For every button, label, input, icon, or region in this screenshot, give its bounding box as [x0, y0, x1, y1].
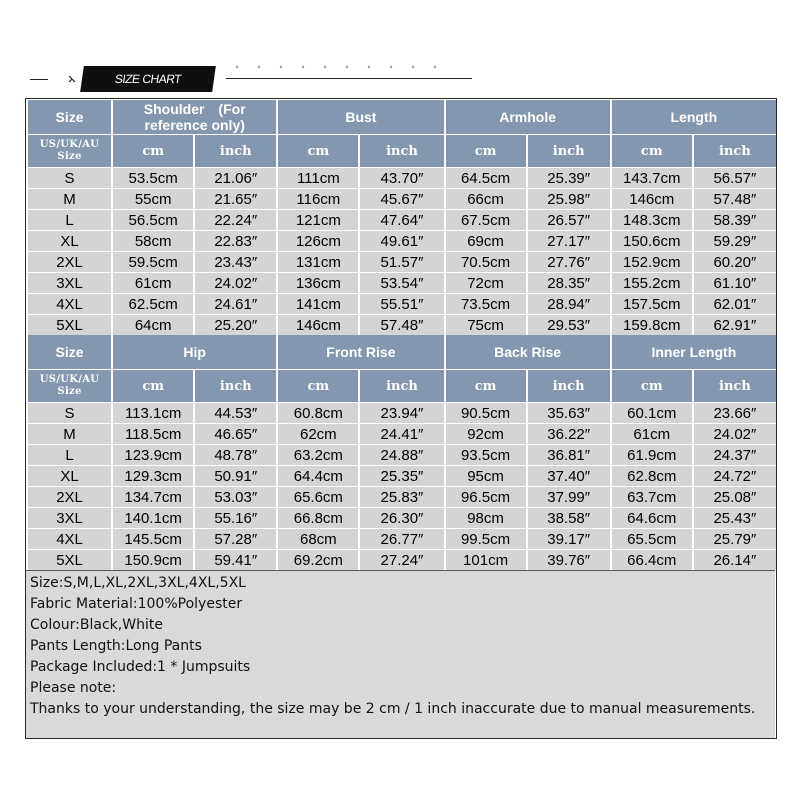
measure-cell: 44.53″ [195, 403, 276, 423]
measure-cell: 136cm [278, 273, 358, 293]
measure-cell: 25.83″ [360, 487, 443, 507]
measure-cell: 92cm [446, 424, 526, 444]
measure-cell: 45.67″ [360, 189, 443, 209]
measure-header [612, 335, 776, 369]
header-line: Length [670, 109, 718, 125]
measure-cell: 22.83″ [195, 231, 276, 251]
measure-cell: 59.29″ [694, 231, 776, 251]
measure-cell: 49.61″ [360, 231, 443, 251]
measure-cell: 148.3cm [612, 210, 692, 230]
size-table-upper [26, 99, 777, 336]
measure-cell: 24.02″ [195, 273, 276, 293]
note-line: Size:S,M,L,XL,2XL,3XL,4XL,5XL [30, 575, 246, 591]
header-row [28, 100, 776, 134]
size-cell: S [28, 403, 111, 423]
measure-cell: 24.61″ [195, 294, 276, 314]
note-line: Pants Length:Long Pants [30, 638, 202, 654]
table-row [28, 273, 776, 293]
measure-cell: 46.65″ [195, 424, 276, 444]
unit-label: cm [113, 370, 193, 402]
size-cell: 5XL [28, 550, 111, 570]
measure-cell: 27.76″ [528, 252, 610, 272]
unit-label: cm [446, 370, 526, 402]
size-cell: XL [28, 466, 111, 486]
measure-cell: 131cm [278, 252, 358, 272]
size-cell: S [28, 168, 111, 188]
measure-cell: 150.6cm [612, 231, 692, 251]
measure-cell: 66cm [446, 189, 526, 209]
measure-cell: 111cm [278, 168, 358, 188]
size-cell: L [28, 445, 111, 465]
measure-cell: 99.5cm [446, 529, 526, 549]
measure-cell: 113.1cm [113, 403, 193, 423]
measure-cell: 116cm [278, 189, 358, 209]
size-cell: M [28, 424, 111, 444]
measure-cell: 75cm [446, 315, 526, 335]
measure-cell: 126cm [278, 231, 358, 251]
header-line: Shoulder (For [143, 101, 246, 117]
table-row [28, 487, 776, 507]
measure-cell: 62.8cm [612, 466, 692, 486]
table-row [28, 252, 776, 272]
unit-label: cm [278, 135, 358, 167]
measure-header [446, 335, 610, 369]
unit-label: cm [612, 135, 692, 167]
measure-cell: 95cm [446, 466, 526, 486]
measure-cell: 68cm [278, 529, 358, 549]
measure-cell: 51.57″ [360, 252, 443, 272]
measure-cell: 62.91″ [694, 315, 776, 335]
measure-cell: 58cm [113, 231, 193, 251]
measure-cell: 25.20″ [195, 315, 276, 335]
unit-label: inch [694, 370, 776, 402]
measure-cell: 62.01″ [694, 294, 776, 314]
measure-header [113, 100, 276, 134]
size-cell: 5XL [28, 315, 111, 335]
table-row [28, 210, 776, 230]
measure-cell: 60.1cm [612, 403, 692, 423]
banner-dots [226, 64, 446, 70]
size-cell: 4XL [28, 294, 111, 314]
measure-cell: 25.35″ [360, 466, 443, 486]
banner-rule-left [30, 79, 48, 80]
measure-cell: 93.5cm [446, 445, 526, 465]
header-line: Armhole [499, 109, 557, 125]
measure-cell: 69.2cm [278, 550, 358, 570]
measure-cell: 145.5cm [113, 529, 193, 549]
measure-cell: 64.4cm [278, 466, 358, 486]
measure-cell: 157.5cm [612, 294, 692, 314]
size-header: Size [28, 100, 111, 134]
measure-cell: 146cm [612, 189, 692, 209]
unit-label: inch [694, 135, 776, 167]
measure-cell: 26.30″ [360, 508, 443, 528]
measure-header [278, 100, 443, 134]
table-row [28, 315, 776, 335]
table-row [28, 445, 776, 465]
measure-cell: 60.8cm [278, 403, 358, 423]
size-region-line: US/UK/AU [39, 374, 100, 385]
size-chart-sheet [25, 98, 777, 739]
measure-cell: 26.77″ [360, 529, 443, 549]
measure-cell: 56.57″ [694, 168, 776, 188]
product-notes [26, 570, 775, 738]
measure-cell: 28.94″ [528, 294, 610, 314]
measure-cell: 121cm [278, 210, 358, 230]
measure-header [278, 335, 443, 369]
measure-cell: 23.66″ [694, 403, 776, 423]
unit-label: cm [446, 135, 526, 167]
header-line: reference only) [144, 117, 245, 133]
measure-cell: 56.5cm [113, 210, 193, 230]
size-header: Size [28, 335, 111, 369]
measure-cell: 134.7cm [113, 487, 193, 507]
measure-cell: 141cm [278, 294, 358, 314]
unit-label: inch [195, 370, 276, 402]
measure-cell: 90.5cm [446, 403, 526, 423]
note-line: Package Included:1 * Jumpsuits [30, 659, 251, 675]
measure-cell: 61.9cm [612, 445, 692, 465]
measure-cell: 152.9cm [612, 252, 692, 272]
measure-cell: 57.48″ [694, 189, 776, 209]
unit-label: cm [612, 370, 692, 402]
size-cell: 3XL [28, 273, 111, 293]
measure-cell: 26.57″ [528, 210, 610, 230]
size-cell: 4XL [28, 529, 111, 549]
measure-cell: 60.20″ [694, 252, 776, 272]
measure-cell: 62cm [278, 424, 358, 444]
measure-cell: 25.98″ [528, 189, 610, 209]
measure-cell: 38.58″ [528, 508, 610, 528]
banner-rule-right [226, 78, 472, 79]
table-row [28, 529, 776, 549]
size-cell: 2XL [28, 487, 111, 507]
unit-label: cm [113, 135, 193, 167]
measure-cell: 55.16″ [195, 508, 276, 528]
size-chart-banner [30, 64, 450, 94]
measure-cell: 146cm [278, 315, 358, 335]
measure-cell: 57.48″ [360, 315, 443, 335]
measure-cell: 143.7cm [612, 168, 692, 188]
banner-arrow-icon [68, 75, 76, 83]
note-line: Fabric Material:100%Polyester [30, 596, 243, 612]
measure-cell: 22.24″ [195, 210, 276, 230]
measure-header [113, 335, 276, 369]
table-row [28, 231, 776, 251]
measure-header [446, 100, 610, 134]
measure-cell: 101cm [446, 550, 526, 570]
unit-row [28, 135, 776, 167]
measure-cell: 24.02″ [694, 424, 776, 444]
size-cell: 3XL [28, 508, 111, 528]
measure-cell: 24.37″ [694, 445, 776, 465]
measure-cell: 36.22″ [528, 424, 610, 444]
measure-cell: 24.41″ [360, 424, 443, 444]
measure-cell: 72cm [446, 273, 526, 293]
measure-cell: 98cm [446, 508, 526, 528]
measure-cell: 61cm [113, 273, 193, 293]
unit-label: cm [278, 370, 358, 402]
measure-cell: 70.5cm [446, 252, 526, 272]
measure-cell: 65.5cm [612, 529, 692, 549]
measure-cell: 48.78″ [195, 445, 276, 465]
measure-cell: 61cm [612, 424, 692, 444]
measure-cell: 55.51″ [360, 294, 443, 314]
note-line: Please note: [30, 680, 117, 696]
measure-cell: 64cm [113, 315, 193, 335]
measure-cell: 28.35″ [528, 273, 610, 293]
measure-cell: 73.5cm [446, 294, 526, 314]
table-row [28, 168, 776, 188]
size-table-lower [26, 334, 777, 571]
measure-cell: 96.5cm [446, 487, 526, 507]
measure-cell: 36.81″ [528, 445, 610, 465]
measure-cell: 50.91″ [195, 466, 276, 486]
measure-cell: 59.5cm [113, 252, 193, 272]
header-line: Bust [345, 109, 377, 125]
measure-cell: 25.39″ [528, 168, 610, 188]
measure-cell: 24.88″ [360, 445, 443, 465]
measure-cell: 55cm [113, 189, 193, 209]
measure-cell: 59.41″ [195, 550, 276, 570]
note-line: Colour:Black,White [30, 617, 163, 633]
header-line: Front Rise [326, 344, 396, 360]
header-row [28, 335, 776, 369]
unit-label: inch [195, 135, 276, 167]
measure-cell: 67.5cm [446, 210, 526, 230]
table-row [28, 466, 776, 486]
measure-cell: 123.9cm [113, 445, 193, 465]
measure-cell: 118.5cm [113, 424, 193, 444]
header-line: Back Rise [494, 344, 562, 360]
measure-cell: 53.54″ [360, 273, 443, 293]
size-cell: L [28, 210, 111, 230]
unit-label: inch [528, 370, 610, 402]
measure-cell: 64.6cm [612, 508, 692, 528]
measure-cell: 62.5cm [113, 294, 193, 314]
table-row [28, 424, 776, 444]
measure-cell: 39.17″ [528, 529, 610, 549]
measure-cell: 27.24″ [360, 550, 443, 570]
measure-cell: 69cm [446, 231, 526, 251]
measure-cell: 37.40″ [528, 466, 610, 486]
measure-cell: 53.5cm [113, 168, 193, 188]
header-line: Hip [183, 344, 206, 360]
unit-label: inch [360, 135, 443, 167]
table-row [28, 403, 776, 423]
measure-cell: 65.6cm [278, 487, 358, 507]
measure-cell: 159.8cm [612, 315, 692, 335]
table-row [28, 550, 776, 570]
measure-cell: 27.17″ [528, 231, 610, 251]
table-row [28, 508, 776, 528]
measure-cell: 155.2cm [612, 273, 692, 293]
size-region-line: US/UK/AU [39, 139, 100, 150]
measure-cell: 66.8cm [278, 508, 358, 528]
unit-row [28, 370, 776, 402]
measure-cell: 23.94″ [360, 403, 443, 423]
measure-cell: 61.10″ [694, 273, 776, 293]
measure-cell: 63.7cm [612, 487, 692, 507]
measure-cell: 150.9cm [113, 550, 193, 570]
measure-cell: 35.63″ [528, 403, 610, 423]
measure-cell: 57.28″ [195, 529, 276, 549]
measure-cell: 24.72″ [694, 466, 776, 486]
size-cell: XL [28, 231, 111, 251]
measure-cell: 25.43″ [694, 508, 776, 528]
size-cell: 2XL [28, 252, 111, 272]
measure-cell: 37.99″ [528, 487, 610, 507]
note-line: Thanks to your understanding, the size may be 2 cm / 1 inch inaccurate due to manual measurements. [30, 701, 756, 717]
measure-cell: 140.1cm [113, 508, 193, 528]
banner-title: SIZE CHART [80, 66, 216, 92]
size-region-line: Size [57, 151, 82, 162]
measure-cell: 21.65″ [195, 189, 276, 209]
size-region-line: Size [57, 386, 82, 397]
measure-cell: 43.70″ [360, 168, 443, 188]
table-row [28, 294, 776, 314]
measure-cell: 64.5cm [446, 168, 526, 188]
measure-cell: 63.2cm [278, 445, 358, 465]
measure-cell: 26.14″ [694, 550, 776, 570]
size-region-label [28, 135, 111, 167]
measure-cell: 53.03″ [195, 487, 276, 507]
size-cell: M [28, 189, 111, 209]
size-region-label [28, 370, 111, 402]
measure-cell: 23.43″ [195, 252, 276, 272]
measure-cell: 47.64″ [360, 210, 443, 230]
measure-cell: 25.08″ [694, 487, 776, 507]
measure-cell: 58.39″ [694, 210, 776, 230]
measure-cell: 25.79″ [694, 529, 776, 549]
measure-cell: 66.4cm [612, 550, 692, 570]
header-line: Inner Length [651, 344, 737, 360]
unit-label: inch [360, 370, 443, 402]
measure-cell: 29.53″ [528, 315, 610, 335]
measure-cell: 21.06″ [195, 168, 276, 188]
measure-header [612, 100, 776, 134]
unit-label: inch [528, 135, 610, 167]
measure-cell: 129.3cm [113, 466, 193, 486]
measure-cell: 39.76″ [528, 550, 610, 570]
table-row [28, 189, 776, 209]
